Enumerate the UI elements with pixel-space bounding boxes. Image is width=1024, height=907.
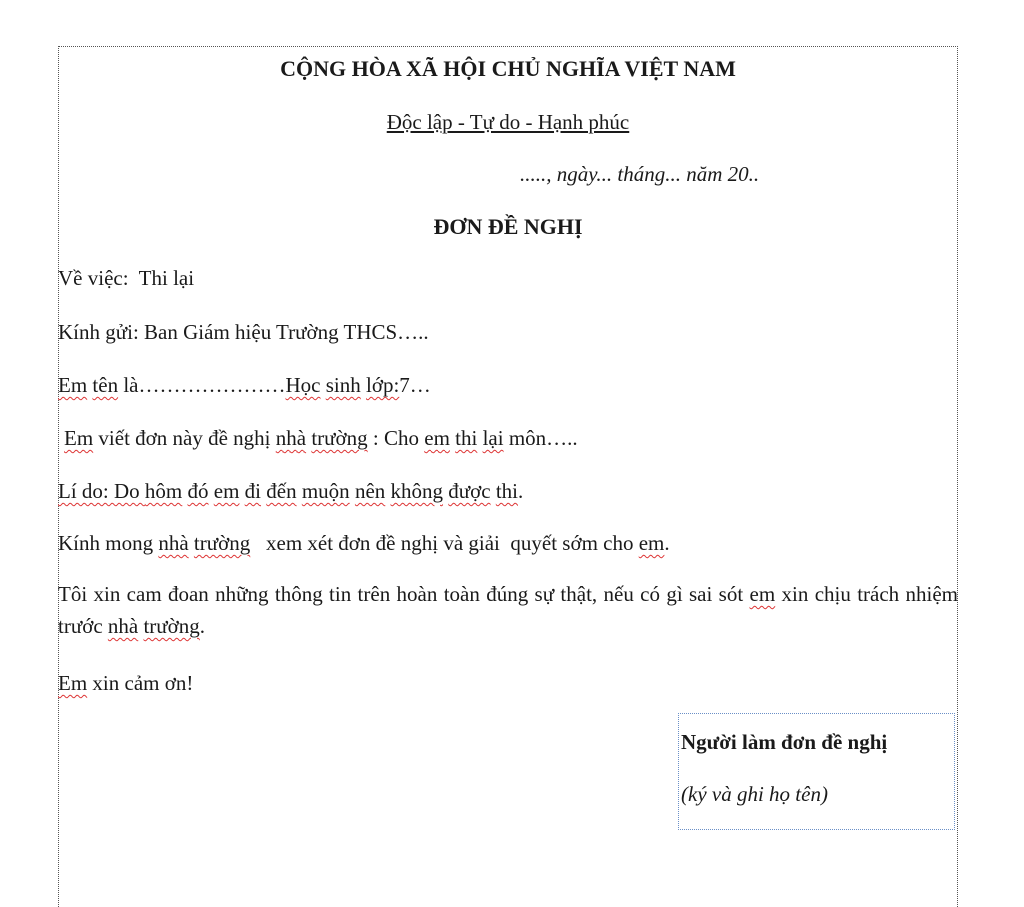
hope-line [58, 533, 670, 554]
word-lop: lớp: [366, 373, 400, 397]
class-value: 7… [399, 373, 431, 397]
commitment-text-1: Tôi xin cam đoan những thông tin trên hoàn toàn đúng sự thật, nếu có gì sai sót [58, 582, 750, 606]
addressee-line: Kính gửi: Ban Giám hiệu Trường THCS….. [58, 320, 429, 344]
reason-word: muộn [301, 479, 350, 503]
commitment-paragraph [58, 578, 958, 642]
reason-word: đi [244, 479, 262, 503]
document-title: ĐƠN ĐỀ NGHỊ [433, 214, 583, 239]
word-lai: lại [482, 426, 504, 450]
word-ten: tên [92, 373, 119, 397]
word-em: em [749, 582, 776, 606]
word-thi: thi [455, 426, 478, 450]
word-nha: nhà [158, 531, 189, 555]
reason-word: được [448, 479, 491, 503]
reason-word: hôm [144, 479, 183, 503]
country-heading: CỘNG HÒA XÃ HỘI CHỦ NGHĨA VIỆT NAM [280, 56, 736, 81]
signature-note: (ký và ghi họ tên) [681, 782, 828, 806]
reason-end: . [518, 479, 524, 503]
reason-word: thi [495, 479, 518, 503]
word-em: Em [58, 671, 88, 695]
subject-label: Về việc: [58, 266, 129, 290]
thanks-text: xin cảm ơn! [87, 671, 194, 695]
hope-text-1: Kính mong [58, 531, 159, 555]
request-text-1: viết đơn này đề nghị [93, 426, 276, 450]
reason-word: nên [354, 479, 386, 503]
subject-value: Thi lại [138, 266, 195, 290]
word-hoc: Học [285, 373, 321, 397]
signature-title: Người làm đơn đề nghị [681, 730, 888, 754]
hope-end: . [664, 531, 670, 555]
reason-label: Lí do: Do [58, 479, 145, 503]
word-em: Em [64, 426, 94, 450]
reason-word: em [213, 479, 240, 503]
word-truong: trường [311, 426, 368, 450]
commitment-text-2: xin chịu trách nhiệm trước [58, 582, 958, 638]
word-nha: nhà [275, 426, 307, 450]
word-em: em [638, 531, 665, 555]
motto: Độc lập - Tự do - Hạnh phúc [386, 110, 630, 134]
word-sinh: sinh [325, 373, 361, 397]
subject-line [58, 268, 194, 289]
signature-box[interactable] [678, 713, 955, 830]
word-em: em [424, 426, 450, 450]
word-nha: nhà [107, 614, 139, 638]
hope-text-2: xem xét đơn đề nghị và giải quyết sớm cho [250, 531, 639, 555]
word-truong: trường [143, 614, 200, 638]
word-em: Em [58, 373, 88, 397]
word-truong: trường [193, 531, 251, 555]
reason-word: không [390, 479, 444, 503]
thanks-line [58, 673, 193, 694]
reason-word: đến [266, 479, 297, 503]
request-text-3: môn….. [503, 426, 578, 450]
request-text-2: : Cho [367, 426, 425, 450]
commitment-end: . [199, 614, 206, 638]
reason-word: đó [187, 479, 209, 503]
name-line [58, 375, 431, 396]
request-line [64, 428, 578, 449]
name-blank: là………………… [118, 373, 286, 397]
reason-line [58, 481, 523, 502]
date-line: ....., ngày... tháng... năm 20.. [520, 162, 760, 186]
